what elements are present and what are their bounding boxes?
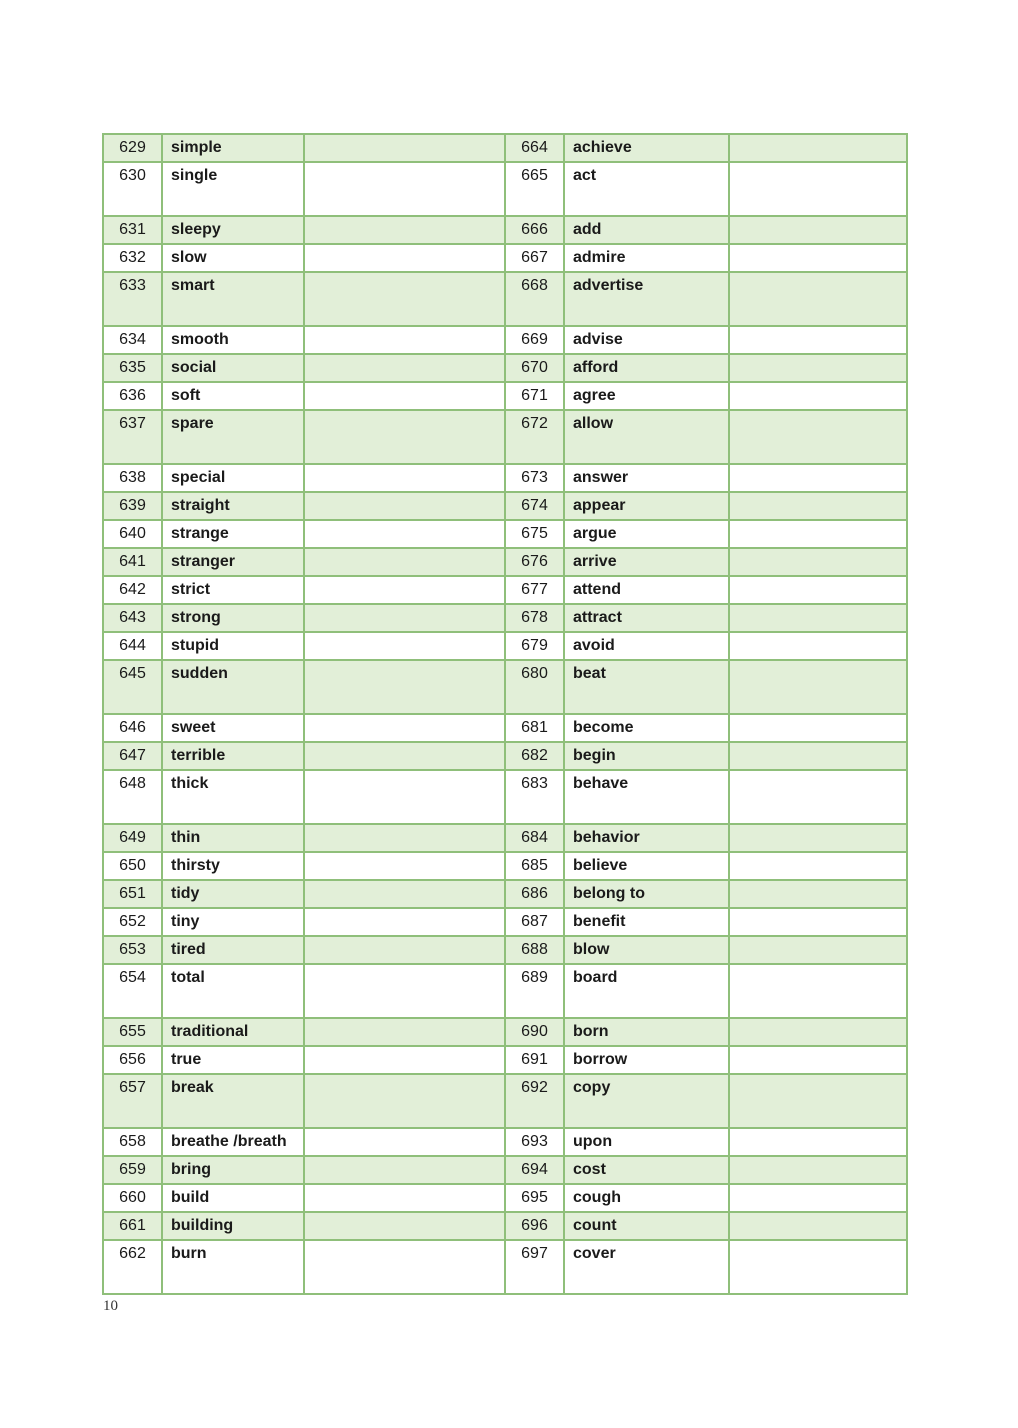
- table-row: [103, 1156, 907, 1184]
- left-answer-cell: [304, 936, 505, 964]
- left-word-cell: build: [162, 1184, 304, 1212]
- right-number-cell: 668: [505, 272, 564, 326]
- right-word-cell: begin: [564, 742, 729, 770]
- left-answer-cell: [304, 742, 505, 770]
- table-row: [103, 964, 907, 1018]
- right-number-cell: 682: [505, 742, 564, 770]
- left-number-cell: 652: [103, 908, 162, 936]
- left-number-cell: 637: [103, 410, 162, 464]
- right-answer-cell: [729, 1018, 907, 1046]
- table-row: [103, 714, 907, 742]
- right-number-cell: 674: [505, 492, 564, 520]
- left-number-cell: 653: [103, 936, 162, 964]
- left-word-cell: strict: [162, 576, 304, 604]
- left-number-cell: 645: [103, 660, 162, 714]
- right-word-cell: add: [564, 216, 729, 244]
- left-answer-cell: [304, 272, 505, 326]
- left-number-cell: 649: [103, 824, 162, 852]
- left-number-cell: 660: [103, 1184, 162, 1212]
- left-answer-cell: [304, 464, 505, 492]
- left-number-cell: 643: [103, 604, 162, 632]
- right-answer-cell: [729, 770, 907, 824]
- left-answer-cell: [304, 410, 505, 464]
- right-answer-cell: [729, 410, 907, 464]
- right-word-cell: advertise: [564, 272, 729, 326]
- right-word-cell: borrow: [564, 1046, 729, 1074]
- left-word-cell: straight: [162, 492, 304, 520]
- right-word-cell: born: [564, 1018, 729, 1046]
- left-number-cell: 656: [103, 1046, 162, 1074]
- right-word-cell: afford: [564, 354, 729, 382]
- left-word-cell: simple: [162, 134, 304, 162]
- table-row: [103, 936, 907, 964]
- left-word-cell: burn: [162, 1240, 304, 1294]
- left-number-cell: 646: [103, 714, 162, 742]
- left-answer-cell: [304, 964, 505, 1018]
- left-answer-cell: [304, 1156, 505, 1184]
- left-word-cell: sudden: [162, 660, 304, 714]
- right-answer-cell: [729, 354, 907, 382]
- right-number-cell: 686: [505, 880, 564, 908]
- right-number-cell: 673: [505, 464, 564, 492]
- left-number-cell: 658: [103, 1128, 162, 1156]
- left-answer-cell: [304, 852, 505, 880]
- left-number-cell: 639: [103, 492, 162, 520]
- right-answer-cell: [729, 1212, 907, 1240]
- right-number-cell: 675: [505, 520, 564, 548]
- left-answer-cell: [304, 1212, 505, 1240]
- right-answer-cell: [729, 1184, 907, 1212]
- left-answer-cell: [304, 880, 505, 908]
- table-row: [103, 216, 907, 244]
- right-word-cell: cost: [564, 1156, 729, 1184]
- left-number-cell: 654: [103, 964, 162, 1018]
- left-answer-cell: [304, 1074, 505, 1128]
- right-answer-cell: [729, 492, 907, 520]
- right-word-cell: benefit: [564, 908, 729, 936]
- right-number-cell: 689: [505, 964, 564, 1018]
- right-answer-cell: [729, 1156, 907, 1184]
- right-word-cell: answer: [564, 464, 729, 492]
- left-answer-cell: [304, 162, 505, 216]
- right-word-cell: behave: [564, 770, 729, 824]
- table-row: [103, 326, 907, 354]
- left-word-cell: social: [162, 354, 304, 382]
- left-answer-cell: [304, 714, 505, 742]
- left-number-cell: 634: [103, 326, 162, 354]
- table-row: [103, 492, 907, 520]
- right-answer-cell: [729, 1074, 907, 1128]
- right-word-cell: beat: [564, 660, 729, 714]
- table-row: [103, 1074, 907, 1128]
- table-row: [103, 244, 907, 272]
- right-word-cell: cough: [564, 1184, 729, 1212]
- left-number-cell: 648: [103, 770, 162, 824]
- left-answer-cell: [304, 576, 505, 604]
- right-number-cell: 690: [505, 1018, 564, 1046]
- left-word-cell: total: [162, 964, 304, 1018]
- left-number-cell: 638: [103, 464, 162, 492]
- left-answer-cell: [304, 632, 505, 660]
- table-row: [103, 742, 907, 770]
- left-word-cell: building: [162, 1212, 304, 1240]
- right-number-cell: 671: [505, 382, 564, 410]
- left-answer-cell: [304, 326, 505, 354]
- table-row: [103, 908, 907, 936]
- right-word-cell: agree: [564, 382, 729, 410]
- left-number-cell: 629: [103, 134, 162, 162]
- right-number-cell: 693: [505, 1128, 564, 1156]
- left-word-cell: break: [162, 1074, 304, 1128]
- right-answer-cell: [729, 908, 907, 936]
- right-number-cell: 669: [505, 326, 564, 354]
- left-answer-cell: [304, 1046, 505, 1074]
- table-row: [103, 382, 907, 410]
- right-word-cell: copy: [564, 1074, 729, 1128]
- right-number-cell: 679: [505, 632, 564, 660]
- right-number-cell: 666: [505, 216, 564, 244]
- right-number-cell: 672: [505, 410, 564, 464]
- right-answer-cell: [729, 576, 907, 604]
- right-number-cell: 678: [505, 604, 564, 632]
- table-row: [103, 134, 907, 162]
- right-answer-cell: [729, 964, 907, 1018]
- table-row: [103, 660, 907, 714]
- right-number-cell: 680: [505, 660, 564, 714]
- table-row: [103, 604, 907, 632]
- left-answer-cell: [304, 824, 505, 852]
- left-answer-cell: [304, 244, 505, 272]
- left-word-cell: terrible: [162, 742, 304, 770]
- left-word-cell: thirsty: [162, 852, 304, 880]
- right-word-cell: argue: [564, 520, 729, 548]
- right-word-cell: achieve: [564, 134, 729, 162]
- right-number-cell: 692: [505, 1074, 564, 1128]
- left-answer-cell: [304, 604, 505, 632]
- right-number-cell: 670: [505, 354, 564, 382]
- left-answer-cell: [304, 770, 505, 824]
- right-answer-cell: [729, 134, 907, 162]
- table-row: [103, 880, 907, 908]
- right-answer-cell: [729, 520, 907, 548]
- right-word-cell: appear: [564, 492, 729, 520]
- right-number-cell: 691: [505, 1046, 564, 1074]
- left-answer-cell: [304, 520, 505, 548]
- right-number-cell: 676: [505, 548, 564, 576]
- left-word-cell: thick: [162, 770, 304, 824]
- right-answer-cell: [729, 464, 907, 492]
- right-answer-cell: [729, 326, 907, 354]
- right-number-cell: 683: [505, 770, 564, 824]
- right-answer-cell: [729, 382, 907, 410]
- left-answer-cell: [304, 382, 505, 410]
- right-number-cell: 697: [505, 1240, 564, 1294]
- right-number-cell: 694: [505, 1156, 564, 1184]
- right-word-cell: allow: [564, 410, 729, 464]
- table-row: [103, 162, 907, 216]
- page-number: 10: [103, 1298, 118, 1314]
- table-row: [103, 770, 907, 824]
- table-row: [103, 354, 907, 382]
- table-row: [103, 824, 907, 852]
- left-number-cell: 655: [103, 1018, 162, 1046]
- right-answer-cell: [729, 660, 907, 714]
- table-row: [103, 410, 907, 464]
- left-word-cell: bring: [162, 1156, 304, 1184]
- left-word-cell: true: [162, 1046, 304, 1074]
- left-word-cell: traditional: [162, 1018, 304, 1046]
- right-number-cell: 684: [505, 824, 564, 852]
- right-answer-cell: [729, 880, 907, 908]
- right-number-cell: 667: [505, 244, 564, 272]
- left-answer-cell: [304, 492, 505, 520]
- table-row: [103, 520, 907, 548]
- left-number-cell: 662: [103, 1240, 162, 1294]
- left-word-cell: breathe /breath: [162, 1128, 304, 1156]
- left-number-cell: 647: [103, 742, 162, 770]
- right-word-cell: advise: [564, 326, 729, 354]
- left-answer-cell: [304, 354, 505, 382]
- table-row: [103, 1046, 907, 1074]
- right-answer-cell: [729, 244, 907, 272]
- right-answer-cell: [729, 1240, 907, 1294]
- vocabulary-table: [102, 133, 908, 1295]
- table-row: [103, 1240, 907, 1294]
- right-word-cell: upon: [564, 1128, 729, 1156]
- left-number-cell: 644: [103, 632, 162, 660]
- left-number-cell: 636: [103, 382, 162, 410]
- right-number-cell: 677: [505, 576, 564, 604]
- right-number-cell: 685: [505, 852, 564, 880]
- table-row: [103, 852, 907, 880]
- left-answer-cell: [304, 1018, 505, 1046]
- table-row: [103, 464, 907, 492]
- right-answer-cell: [729, 714, 907, 742]
- left-number-cell: 657: [103, 1074, 162, 1128]
- table-row: [103, 632, 907, 660]
- left-number-cell: 641: [103, 548, 162, 576]
- left-number-cell: 640: [103, 520, 162, 548]
- left-word-cell: special: [162, 464, 304, 492]
- right-answer-cell: [729, 1046, 907, 1074]
- right-word-cell: attract: [564, 604, 729, 632]
- right-answer-cell: [729, 936, 907, 964]
- right-answer-cell: [729, 852, 907, 880]
- left-word-cell: sweet: [162, 714, 304, 742]
- table-row: [103, 1212, 907, 1240]
- right-answer-cell: [729, 824, 907, 852]
- left-word-cell: sleepy: [162, 216, 304, 244]
- left-word-cell: soft: [162, 382, 304, 410]
- right-word-cell: admire: [564, 244, 729, 272]
- right-word-cell: arrive: [564, 548, 729, 576]
- right-answer-cell: [729, 1128, 907, 1156]
- right-word-cell: act: [564, 162, 729, 216]
- left-word-cell: thin: [162, 824, 304, 852]
- left-answer-cell: [304, 548, 505, 576]
- left-word-cell: strange: [162, 520, 304, 548]
- left-word-cell: smart: [162, 272, 304, 326]
- left-number-cell: 632: [103, 244, 162, 272]
- right-number-cell: 665: [505, 162, 564, 216]
- right-answer-cell: [729, 272, 907, 326]
- right-word-cell: count: [564, 1212, 729, 1240]
- left-word-cell: tired: [162, 936, 304, 964]
- left-word-cell: stupid: [162, 632, 304, 660]
- left-answer-cell: [304, 1184, 505, 1212]
- left-number-cell: 635: [103, 354, 162, 382]
- right-word-cell: attend: [564, 576, 729, 604]
- right-number-cell: 681: [505, 714, 564, 742]
- right-answer-cell: [729, 216, 907, 244]
- left-answer-cell: [304, 216, 505, 244]
- left-word-cell: slow: [162, 244, 304, 272]
- right-word-cell: avoid: [564, 632, 729, 660]
- left-number-cell: 633: [103, 272, 162, 326]
- table-row: [103, 1184, 907, 1212]
- left-number-cell: 631: [103, 216, 162, 244]
- table-row: [103, 272, 907, 326]
- right-word-cell: cover: [564, 1240, 729, 1294]
- left-answer-cell: [304, 660, 505, 714]
- table-row: [103, 576, 907, 604]
- right-word-cell: believe: [564, 852, 729, 880]
- right-word-cell: become: [564, 714, 729, 742]
- left-answer-cell: [304, 908, 505, 936]
- table-row: [103, 1128, 907, 1156]
- right-number-cell: 664: [505, 134, 564, 162]
- table-row: [103, 548, 907, 576]
- right-number-cell: 687: [505, 908, 564, 936]
- left-answer-cell: [304, 134, 505, 162]
- right-answer-cell: [729, 742, 907, 770]
- left-word-cell: stranger: [162, 548, 304, 576]
- left-word-cell: tiny: [162, 908, 304, 936]
- left-number-cell: 642: [103, 576, 162, 604]
- left-answer-cell: [304, 1240, 505, 1294]
- left-number-cell: 650: [103, 852, 162, 880]
- right-answer-cell: [729, 604, 907, 632]
- left-word-cell: tidy: [162, 880, 304, 908]
- right-word-cell: belong to: [564, 880, 729, 908]
- left-number-cell: 659: [103, 1156, 162, 1184]
- left-word-cell: single: [162, 162, 304, 216]
- left-number-cell: 651: [103, 880, 162, 908]
- right-word-cell: board: [564, 964, 729, 1018]
- left-number-cell: 661: [103, 1212, 162, 1240]
- right-answer-cell: [729, 632, 907, 660]
- left-word-cell: spare: [162, 410, 304, 464]
- right-word-cell: behavior: [564, 824, 729, 852]
- left-answer-cell: [304, 1128, 505, 1156]
- right-word-cell: blow: [564, 936, 729, 964]
- left-word-cell: strong: [162, 604, 304, 632]
- right-number-cell: 688: [505, 936, 564, 964]
- table-row: [103, 1018, 907, 1046]
- left-number-cell: 630: [103, 162, 162, 216]
- right-answer-cell: [729, 548, 907, 576]
- right-answer-cell: [729, 162, 907, 216]
- right-number-cell: 696: [505, 1212, 564, 1240]
- right-number-cell: 695: [505, 1184, 564, 1212]
- left-word-cell: smooth: [162, 326, 304, 354]
